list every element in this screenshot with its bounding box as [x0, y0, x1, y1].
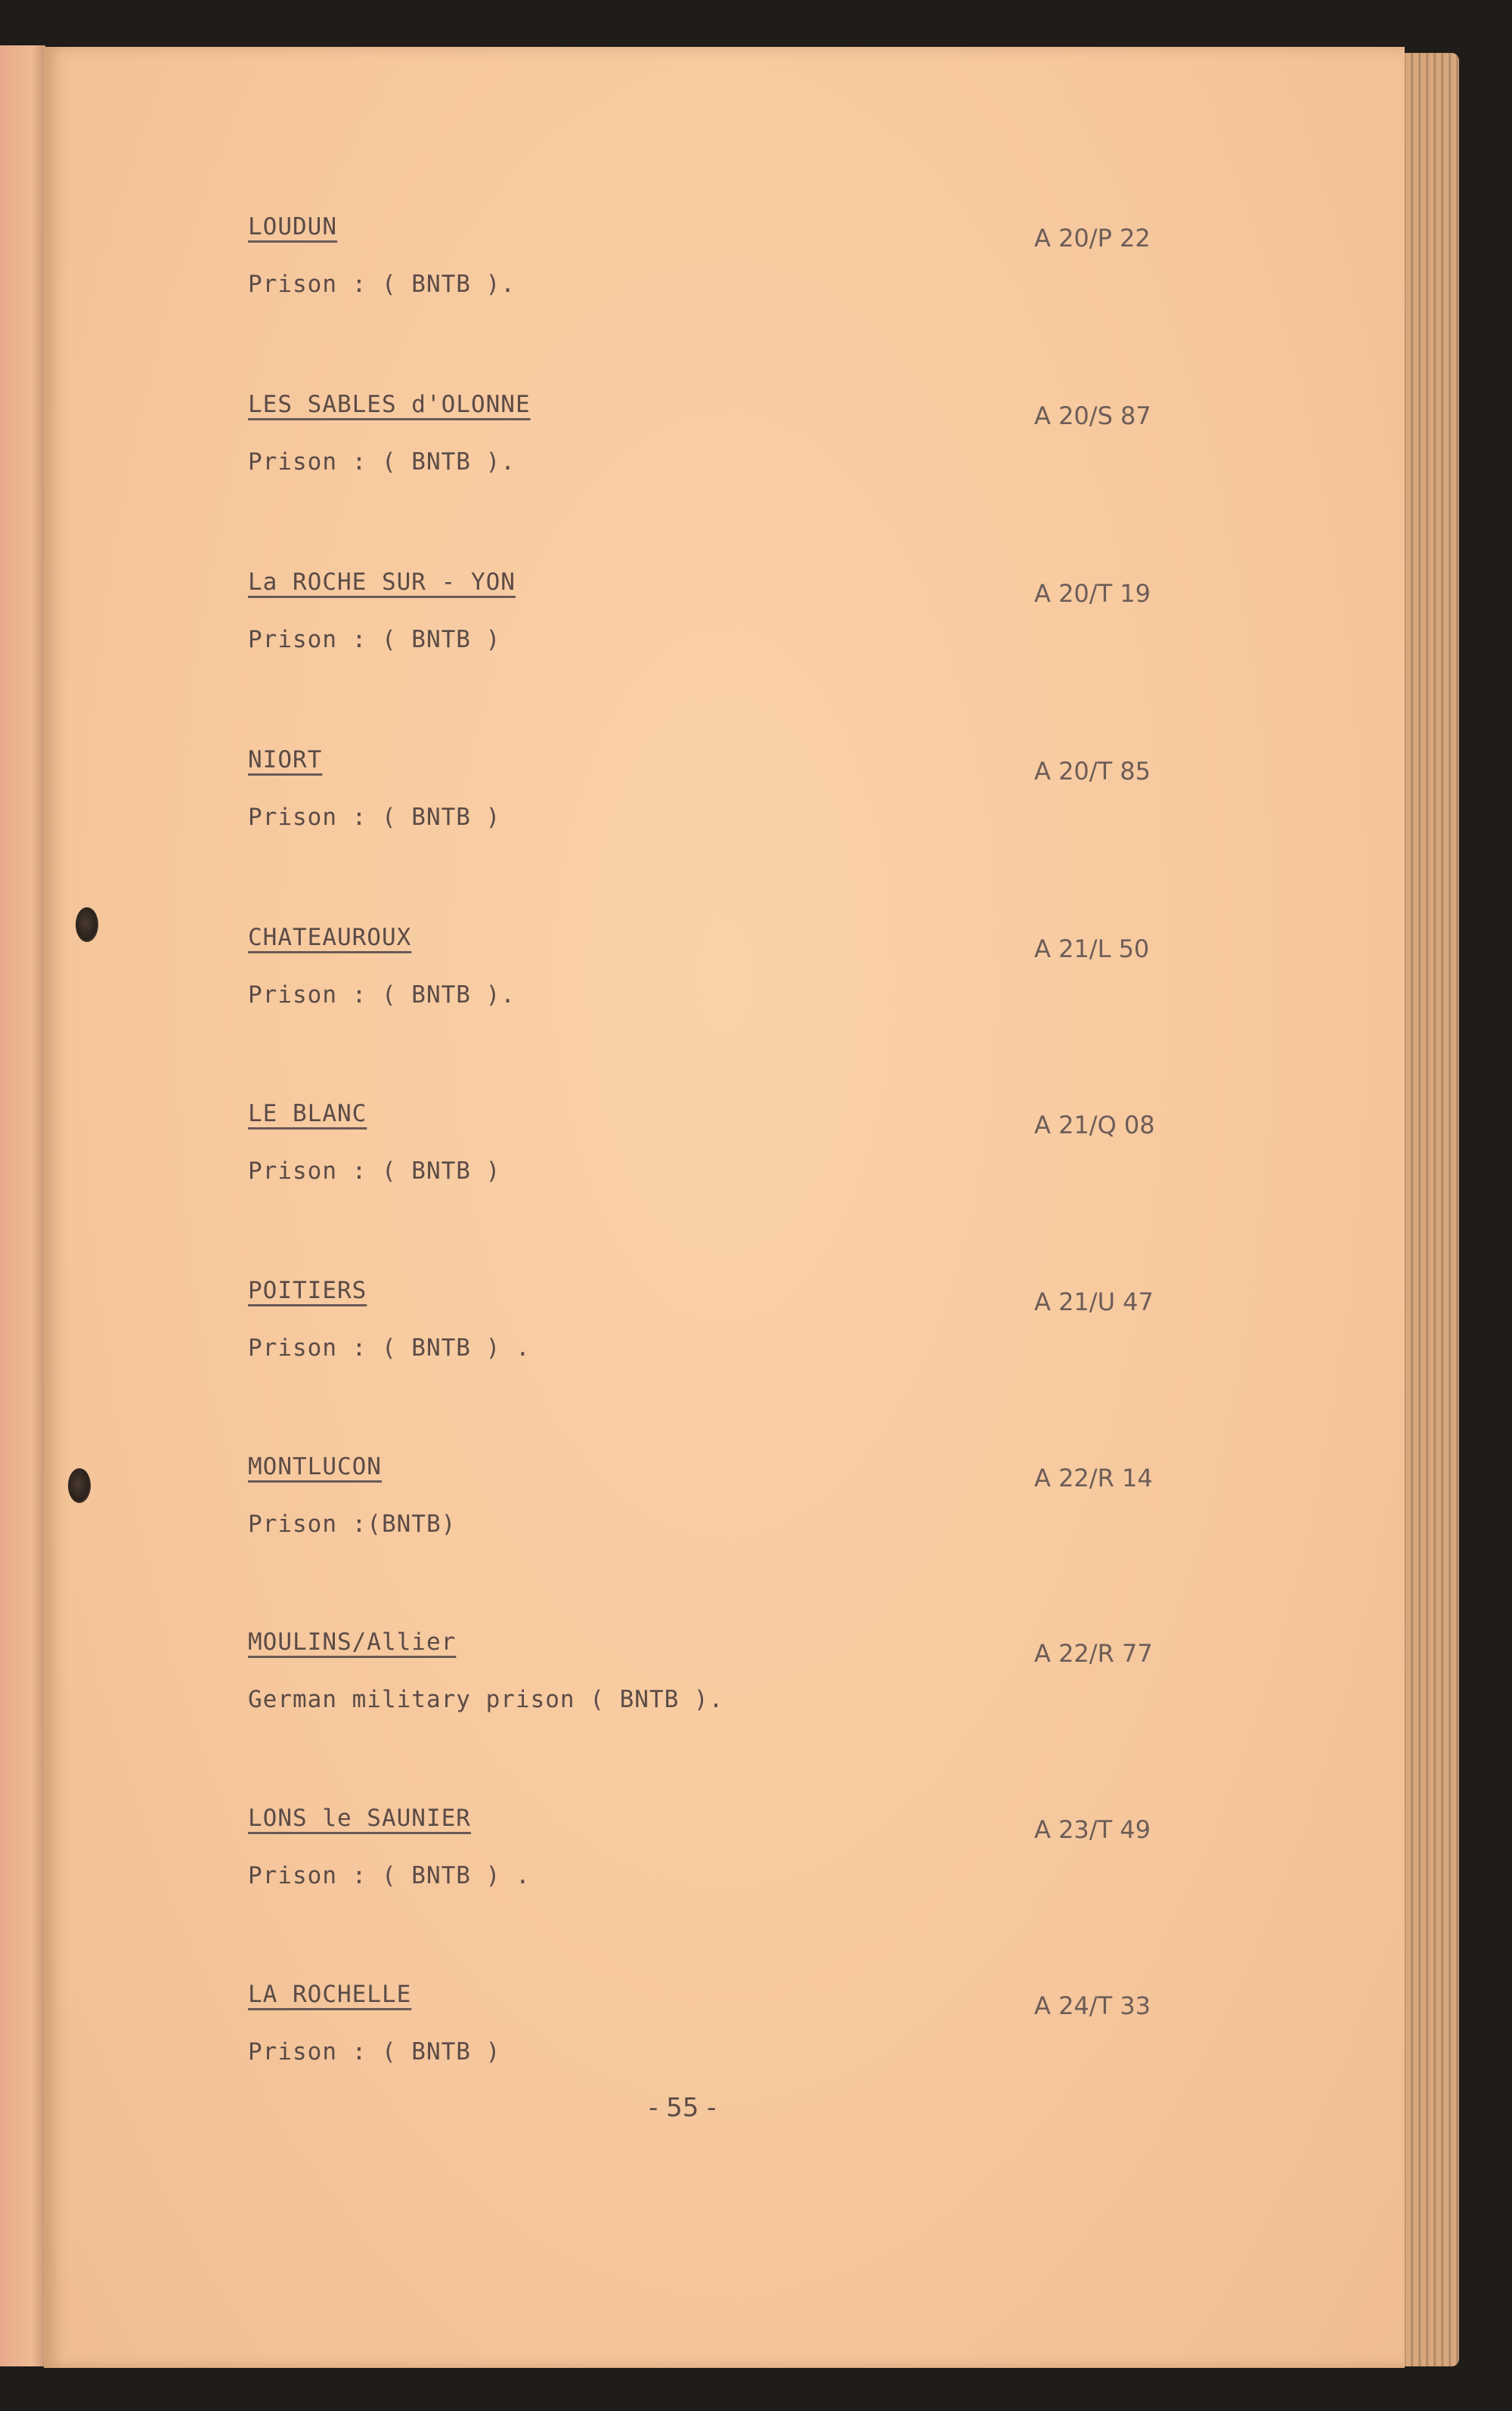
place-detail: Prison : ( BNTB ) [248, 804, 501, 831]
reference-code: A 21/U 47 [1034, 1288, 1154, 1316]
place-name: LOUDUN [248, 213, 337, 240]
place-name: La ROCHE SUR - YON [248, 569, 516, 596]
page-number: - 55 - [649, 2093, 717, 2123]
place-detail: Prison : ( BNTB ) [248, 1157, 501, 1185]
place-detail: Prison : ( BNTB ). [248, 448, 516, 476]
list-item [44, 1981, 1405, 2117]
place-detail: Prison : ( BNTB ) . [248, 1862, 531, 1889]
list-item [44, 1100, 1405, 1236]
place-name: POITIERS [248, 1277, 367, 1304]
reference-code: A 22/R 14 [1034, 1464, 1153, 1492]
place-detail: Prison : ( BNTB ). [248, 981, 516, 1009]
facing-page-edge [0, 45, 45, 2366]
place-detail: Prison : ( BNTB ). [248, 271, 516, 298]
reference-code: A 20/P 22 [1034, 224, 1151, 253]
reference-code: A 20/S 87 [1034, 401, 1151, 430]
reference-code: A 20/T 85 [1034, 757, 1151, 786]
place-name: MONTLUCON [248, 1453, 382, 1480]
place-name: MOULINS/Allier [248, 1629, 457, 1656]
place-detail: German military prison ( BNTB ). [248, 1686, 724, 1713]
place-detail: Prison :(BNTB) [248, 1511, 457, 1538]
document-page [44, 47, 1405, 2368]
place-detail: Prison : ( BNTB ) [248, 2038, 501, 2065]
list-item [44, 1805, 1405, 1941]
reference-code: A 23/T 49 [1034, 1815, 1151, 1844]
place-name: NIORT [248, 746, 323, 773]
place-detail: Prison : ( BNTB ) [248, 626, 501, 653]
list-item [44, 1629, 1405, 1765]
place-name: LE BLANC [248, 1100, 367, 1127]
reference-code: A 22/R 77 [1034, 1639, 1153, 1668]
place-name: CHATEAUROUX [248, 924, 412, 951]
list-item [44, 746, 1405, 882]
reference-code: A 21/Q 08 [1034, 1111, 1155, 1139]
list-item [44, 1277, 1405, 1413]
list-item [44, 1453, 1405, 1589]
reference-code: A 21/L 50 [1034, 934, 1150, 963]
place-name: LONS le SAUNIER [248, 1805, 471, 1832]
place-name: LA ROCHELLE [248, 1981, 412, 2008]
place-name: LES SABLES d'OLONNE [248, 391, 531, 418]
place-detail: Prison : ( BNTB ) . [248, 1334, 531, 1362]
reference-code: A 20/T 19 [1034, 579, 1151, 608]
list-item [44, 924, 1405, 1060]
reference-code: A 24/T 33 [1034, 1991, 1151, 2020]
list-item [44, 213, 1405, 349]
list-item [44, 569, 1405, 705]
list-item [44, 391, 1405, 527]
